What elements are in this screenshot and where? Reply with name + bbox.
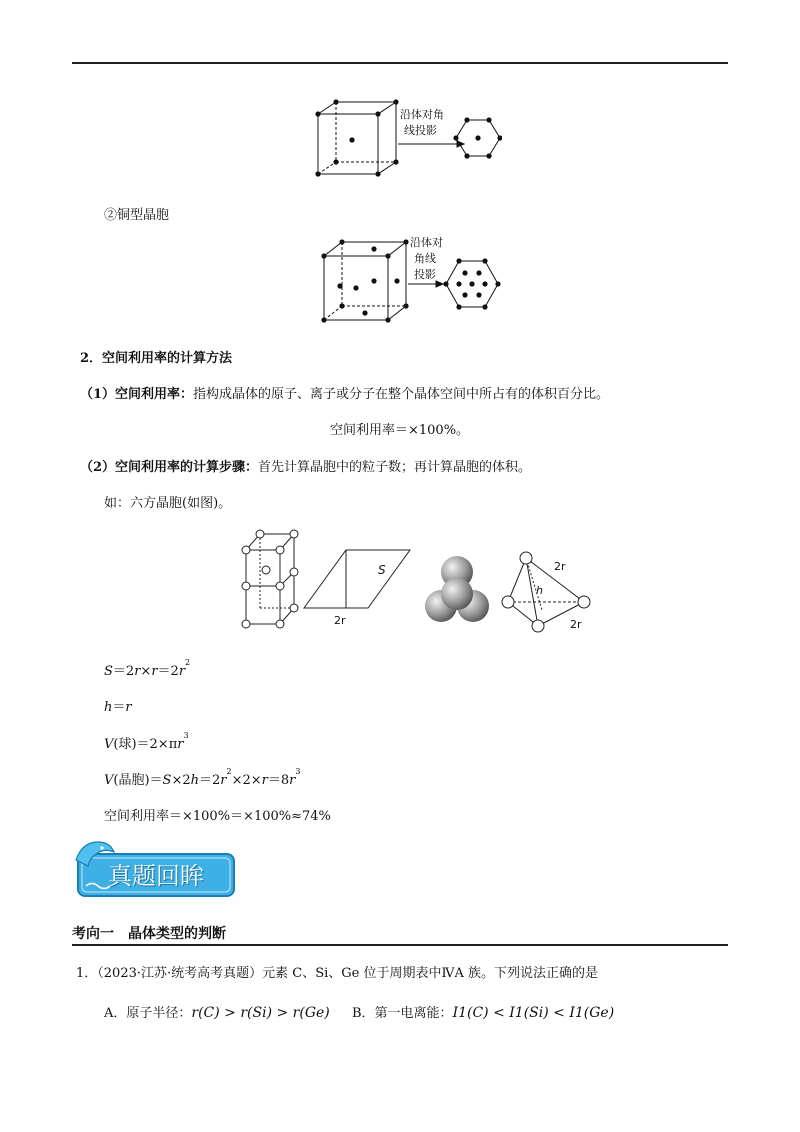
equation-V-sphere: V(球)$=2\times\pi r^3$ xyxy=(104,731,189,752)
fcc-projection-figure xyxy=(318,232,518,328)
question-number: 1． xyxy=(76,966,98,981)
item-1 xyxy=(80,383,609,402)
label-2r-top: 2r xyxy=(554,560,566,573)
equation-h: h＝r xyxy=(104,700,132,715)
question-text: （2023·江苏·统考高考真题）元素 C、Si、Ge 位于周期表中ⅣA 族。下列说法正确的是 xyxy=(97,966,598,981)
parallelogram xyxy=(304,550,410,608)
label-2r-bottom: 2r xyxy=(334,614,346,627)
option-B-label: B．第一电离能： xyxy=(352,1006,453,1021)
hexagonal-cell-figure xyxy=(236,528,606,640)
equation-V-cell: V(晶胞)$=S\times 2h=2r^2\times 2\times r=8r^3$ xyxy=(104,767,301,788)
label-2r-side: 2r xyxy=(570,618,582,631)
item-2 xyxy=(80,456,531,475)
option-A-label: A．原子半径： xyxy=(104,1006,192,1021)
label-S: S xyxy=(378,563,386,577)
sphere-cluster xyxy=(425,556,489,622)
cube-front-face xyxy=(318,114,378,174)
fig2-caption-1: 沿体对 xyxy=(410,236,443,249)
formula-centered: 空间利用率＝×100%。 xyxy=(330,423,470,438)
fig2-caption-2: 角线 xyxy=(414,252,436,265)
direction-rule xyxy=(72,944,728,946)
copper-cell-label: ②铜型晶胞 xyxy=(104,208,170,223)
option-B xyxy=(352,1002,614,1021)
fig1-caption-1: 沿体对角 xyxy=(400,108,444,121)
fig1-caption-2: 线投影 xyxy=(404,124,437,137)
item-2-label: （2）空间利用率的计算步骤： xyxy=(80,460,259,475)
direction-title: 考向一 晶体类型的判断 xyxy=(72,926,226,942)
option-A-formula: r(C) > r(Si) > r(Ge) xyxy=(191,1005,330,1021)
item-2-text: 首先计算晶胞中的粒子数；再计算晶胞的体积。 xyxy=(258,460,532,475)
label-h: h xyxy=(536,584,543,597)
fig2-caption-3: 投影 xyxy=(414,268,436,281)
banner-title: 真题回眸 xyxy=(108,862,204,890)
tetrahedron xyxy=(508,558,584,626)
equation-utilization: 空间利用率＝×100%＝×100%≈74% xyxy=(104,809,331,824)
option-A xyxy=(104,1002,330,1021)
section-2-title: 2．空间利用率的计算方法 xyxy=(80,351,233,366)
equation-S: $S=2r\times r=2r^2$ xyxy=(104,658,191,679)
option-B-formula: I1(C) < I1(Si) < I1(Ge) xyxy=(452,1005,615,1021)
banner xyxy=(72,838,240,900)
hex-prism xyxy=(246,534,294,624)
example-text: 如：六方晶胞(如图)。 xyxy=(104,496,232,511)
item-1-text: 指构成晶体的原子、离子或分子在整个晶体空间中所占有的体积百分比。 xyxy=(193,387,610,402)
bcc-projection-figure xyxy=(312,96,502,186)
header-rule xyxy=(72,62,728,64)
question-1 xyxy=(76,962,598,981)
item-1-label: （1）空间利用率： xyxy=(80,387,194,402)
